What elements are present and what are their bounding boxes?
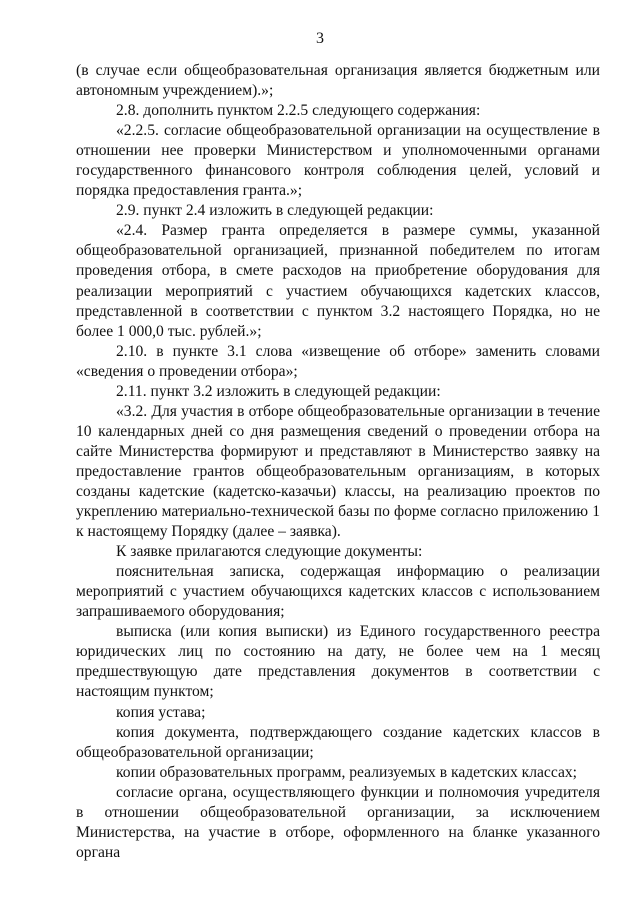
paragraph-3-2-application: «3.2. Для участия в отборе общеобразовательные организации в течение 10 календарных дней со дня размещения сведений о проведении отбора на сайте Министерства формируют и представляют в Министерство заявку на предоставление грантов общеобразовательным организациям, в которых созданы кадетские (кадетско-казачьи) классы, на реализацию проектов по укреплению материально-технической базы по форме согласно приложению 1 к настоящему Порядку (далее – заявка). — [76, 402, 600, 541]
paragraph-attached-documents: К заявке прилагаются следующие документы: — [116, 543, 423, 561]
paragraph-2-2-5-consent: «2.2.5. согласие общеобразовательной организации на осуществление в отношении нее проверки Министерством и уполномоченными органами государственного финансового контроля соблюдения целей, условий и порядка предоставления гранта.»; — [76, 122, 600, 200]
paragraph-2-9: 2.9. пункт 2.4 изложить в следующей редакции: — [116, 202, 434, 220]
paragraph-2-11: 2.11. пункт 3.2 изложить в следующей редакции: — [116, 382, 441, 400]
page-number: 3 — [316, 30, 324, 47]
list-item-founder-consent: согласие органа, осуществляющего функции и полномочия учредителя в отношении общеобразовательной организации, за исключением Министерства, на участие в отборе, оформленного на бланке указанного органа — [76, 783, 600, 861]
list-item-registry-extract: выписка (или копия выписки) из Единого государственного реестра юридических лиц по состоянию на дату, не более чем на 1 месяц предшествующую дате представления документов в соответствии с настоящим пунктом; — [76, 623, 600, 701]
list-item-charter-copy: копия устава; — [116, 703, 206, 721]
list-item-educational-programs: копии образовательных программ, реализуемых в кадетских классах; — [116, 763, 577, 781]
list-item-explanatory-note: пояснительная записка, содержащая информацию о реализации мероприятий с участием обучающихся кадетских классов с использованием запрашиваемого оборудования; — [76, 563, 600, 621]
paragraph-2-10: 2.10. в пункте 3.1 слова «извещение об отборе» заменить словами «сведения о проведении отбора»; — [76, 342, 600, 380]
paragraph-2-4-grant-size: «2.4. Размер гранта определяется в размере суммы, указанной общеобразовательной организацией, признанной победителем по итогам проведения отбора, в смете расходов на приобретение оборудования для реализации мероприятий с участием обучающихся кадетских классов, представленной в соответствии с пунктом 3.2 настоящего Порядка, но не более 1 000,0 тыс. рублей.»; — [76, 222, 600, 340]
list-item-cadet-class-document: копия документа, подтверждающего создание кадетских классов в общеобразовательной организации; — [76, 723, 600, 761]
document-body — [76, 61, 600, 863]
paragraph-2-8: 2.8. дополнить пунктом 2.2.5 следующего содержания: — [116, 102, 481, 120]
paragraph-budget-note: (в случае если общеобразовательная организация является бюджетным или автономным учреждением).»; — [76, 62, 600, 100]
